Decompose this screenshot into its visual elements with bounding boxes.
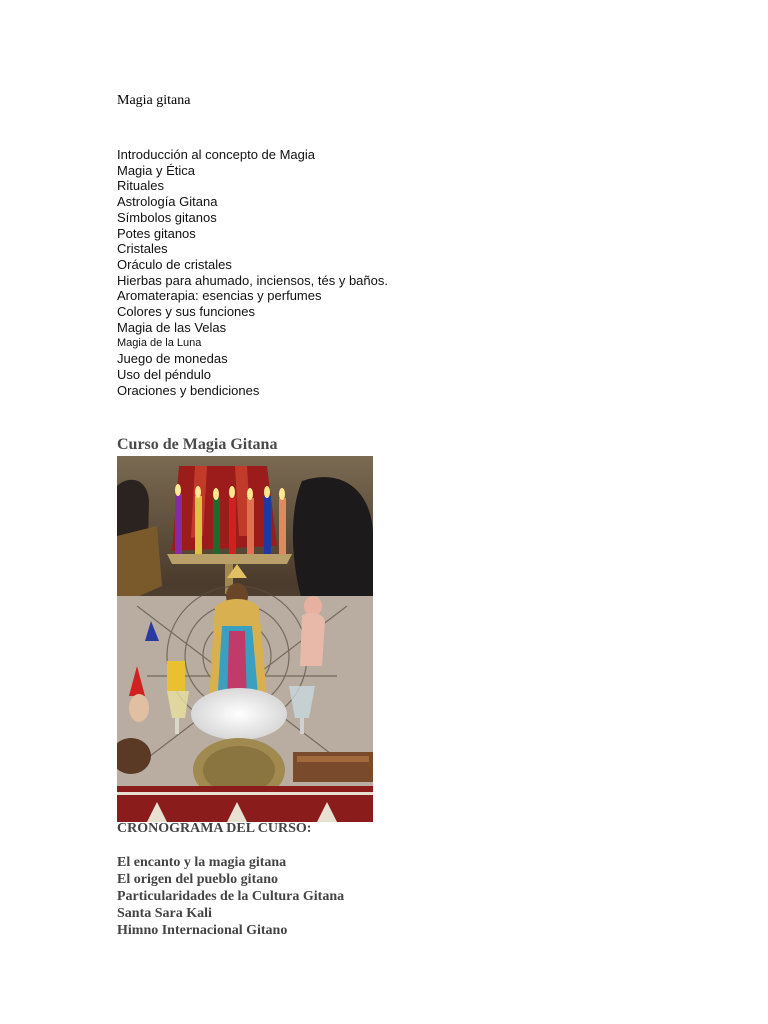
table-of-contents (117, 147, 388, 399)
schedule-heading: CRONOGRAMA DEL CURSO: (117, 821, 312, 836)
toc-item: Cristales (117, 241, 168, 257)
toc-item: Uso del péndulo (117, 367, 211, 383)
toc-item: Magia y Ética (117, 162, 196, 178)
course-title: Curso de Magia Gitana (117, 436, 278, 453)
toc-item: Potes gitanos (117, 225, 196, 241)
schedule-item: El origen del pueblo gitano (117, 872, 279, 887)
toc-item: Juego de monedas (117, 351, 228, 367)
toc-item: Rituales (117, 178, 164, 194)
toc-item: Introducción al concepto de Magia (117, 147, 316, 162)
altar-photo (117, 456, 373, 822)
toc-item: Magia de la Luna (117, 337, 202, 350)
document-title: Magia gitana (117, 93, 191, 108)
course-schedule-list (117, 854, 344, 939)
schedule-item: Particularidades de la Cultura Gitana (117, 889, 345, 904)
toc-item: Colores y sus funciones (117, 304, 256, 320)
toc-item: Aromaterapia: esencias y perfumes (117, 288, 322, 304)
schedule-item: Santa Sara Kali (117, 906, 212, 921)
toc-item: Magia de las Velas (117, 319, 227, 335)
schedule-item: El encanto y la magia gitana (117, 855, 287, 870)
toc-item: Oraciones y bendiciones (117, 382, 260, 398)
toc-item: Símbolos gitanos (117, 209, 217, 225)
toc-item: Astrología Gitana (117, 194, 218, 210)
toc-item: Oráculo de cristales (117, 256, 232, 272)
toc-item: Hierbas para ahumado, inciensos, tés y baños. (117, 272, 388, 288)
schedule-item: Himno Internacional Gitano (117, 923, 288, 938)
